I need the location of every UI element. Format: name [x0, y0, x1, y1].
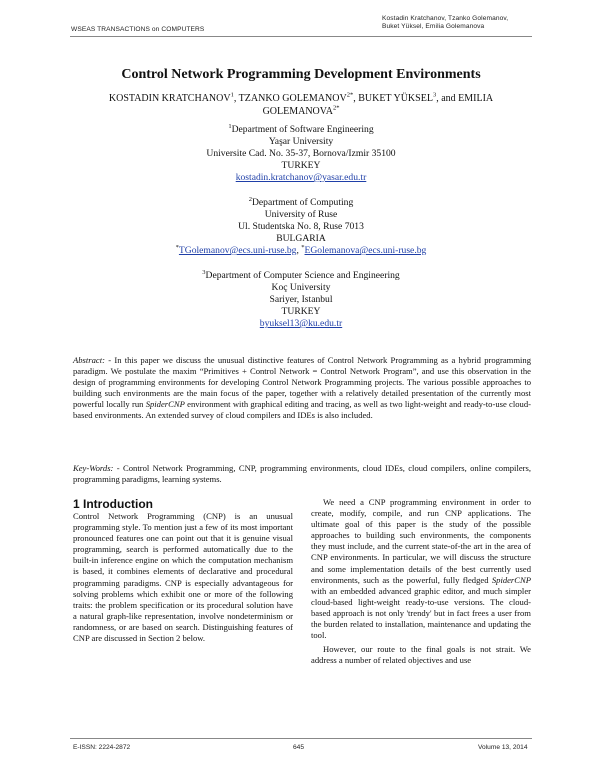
abstract-text: environment with graphical editing and tracing, as well as two light-weight and ready-to-use cloud-based environments. An extended survey of cloud compilers and IDEs is also included.: [73, 399, 532, 420]
affiliation-org: University of Ruse: [264, 209, 338, 220]
abstract: [73, 355, 531, 421]
paragraph: [311, 497, 531, 641]
author-sup: 1: [230, 91, 234, 99]
affiliation-org: Koç University: [271, 282, 331, 293]
section-heading: 1 Introduction: [73, 497, 153, 511]
author-name: BUKET YÜKSEL: [358, 93, 433, 104]
email-sup: *: [301, 243, 305, 251]
running-header-authors-line2: Buket Yüksel, Emilia Golemanova: [382, 23, 485, 31]
keywords: [73, 463, 531, 485]
affiliation-sup: 3: [202, 268, 206, 276]
author-separator: , and EMILIA: [436, 93, 494, 104]
paragraph-emphasis: SpiderCNP: [491, 574, 531, 585]
affiliation-dept: Department of Software Engineering: [231, 124, 374, 135]
left-column: [73, 511, 293, 644]
paragraph-text: We need a CNP programming environment in order to create, modify, compile, and run CNP applications. The ultimate goal of this paper is the study of the possible approaches to building such environments, the components they must include, and the current state-of-the art in the area of CNP environments. In particular, we will discuss the structure and some implementation details of the best currently used environments, such as the powerful, fully fledged: [311, 497, 531, 585]
affiliation-country: TURKEY: [281, 306, 321, 317]
running-header-authors: [382, 15, 508, 32]
author-sup: 3: [432, 91, 437, 99]
affiliation-org: Yaşar University: [268, 136, 334, 147]
footer-rule: [70, 738, 532, 739]
running-header-journal: WSEAS TRANSACTIONS on COMPUTERS: [71, 26, 205, 33]
email-link[interactable]: byuksel13@ku.edu.tr: [259, 318, 343, 329]
author-sup: 2*: [332, 104, 340, 112]
affiliation-country: BULGARIA: [276, 233, 326, 244]
abstract-emphasis: SpiderCNP: [145, 399, 185, 409]
keywords-text: - Control Network Programming, CNP, programming environments, cloud IDEs, cloud compilers, online compilers, programming paradigms, learning systems.: [73, 463, 531, 484]
keywords-label: Key-Words:: [73, 463, 114, 473]
email-sup: *: [175, 243, 179, 251]
affiliation-dept: Department of Computer Science and Engineering: [205, 270, 400, 281]
footer-volume: Volume 13, 2014: [478, 744, 528, 751]
email-separator: ,: [296, 245, 302, 256]
author-sup: 2*: [346, 91, 354, 99]
email-link[interactable]: kostadin.kratchanov@yasar.edu.tr: [235, 172, 367, 183]
email-link[interactable]: TGolemanov@ecs.uni-ruse.bg: [178, 245, 297, 256]
affiliation-sup: 1: [228, 122, 232, 130]
author-separator: ,: [233, 93, 239, 104]
email-link[interactable]: EGolemanova@ecs.uni-ruse.bg: [304, 245, 427, 256]
running-header-authors-line1: Kostadin Kratchanov, Tzanko Golemanov,: [382, 15, 509, 22]
paragraph-text: with an embedded advanced graphic editor, and much simpler cloud-based light-weight ready-to-use versions. The cloud-based approach is not only 'trendy' but in fact frees a user from the burden related to installation, maintenance and updating the tool.: [311, 585, 531, 641]
footer-page-number: 645: [293, 744, 305, 751]
affiliation-2: [120, 197, 482, 257]
author-list: [70, 92, 532, 118]
author-name: GOLEMANOVA: [262, 106, 333, 117]
abstract-label: Abstract:: [73, 355, 105, 365]
affiliation-3: [120, 270, 482, 330]
author-name: KOSTADIN KRATCHANOV: [108, 93, 231, 104]
affiliation-address: Universite Cad. No. 35-37, Bornova/Izmir 35100: [206, 148, 396, 159]
right-column: [311, 497, 531, 666]
affiliation-dept: Department of Computing: [252, 197, 354, 208]
affiliation-address: Sariyer, Istanbul: [269, 294, 333, 305]
affiliation-1: [120, 124, 482, 184]
abstract-text: - In this paper we discuss the unusual distinctive features of Control Network Programming as a hybrid programming paradigm. We postulate the maxim “Primitives + Control Network = Control Network Program”, and use this observation in the design of programming environments for developing Control Network Programming projects. The various possible approaches to building such environments are the main focus of the paper, together with a relatively detailed presentation of the currently most powerful locally run: [73, 355, 531, 409]
footer-issn: E-ISSN: 2224-2872: [73, 744, 131, 751]
paragraph: Control Network Programming (CNP) is an unusual programming style. To mention just a few of its most important pronounced features one can point out that it is genuine visual programming, search is performed automatically due to the built-in inference engine on which the computation mechanism is based, it combines elements of declarative and procedural programming paradigms. CNP is especially advantageous for solving problems which exhibit one or more of the following traits: the problem specification or its procedural solution have a natural graph-like representation, involve nondeterminism or randomness, or are based on search. Distinguishing features of CNP are discussed in Section 2 below.: [73, 511, 293, 644]
author-separator: ,: [353, 93, 359, 104]
paper-title: Control Network Programming Development Environments: [121, 67, 481, 82]
paragraph: However, our route to the final goals is not strait. We address a number of related objectives and use: [311, 644, 531, 666]
affiliation-sup: 2: [248, 195, 252, 203]
affiliation-country: TURKEY: [281, 160, 321, 171]
affiliation-address: Ul. Studentska No. 8, Ruse 7013: [238, 221, 364, 232]
header-rule: [70, 36, 532, 37]
author-name: TZANKO GOLEMANOV: [238, 93, 347, 104]
